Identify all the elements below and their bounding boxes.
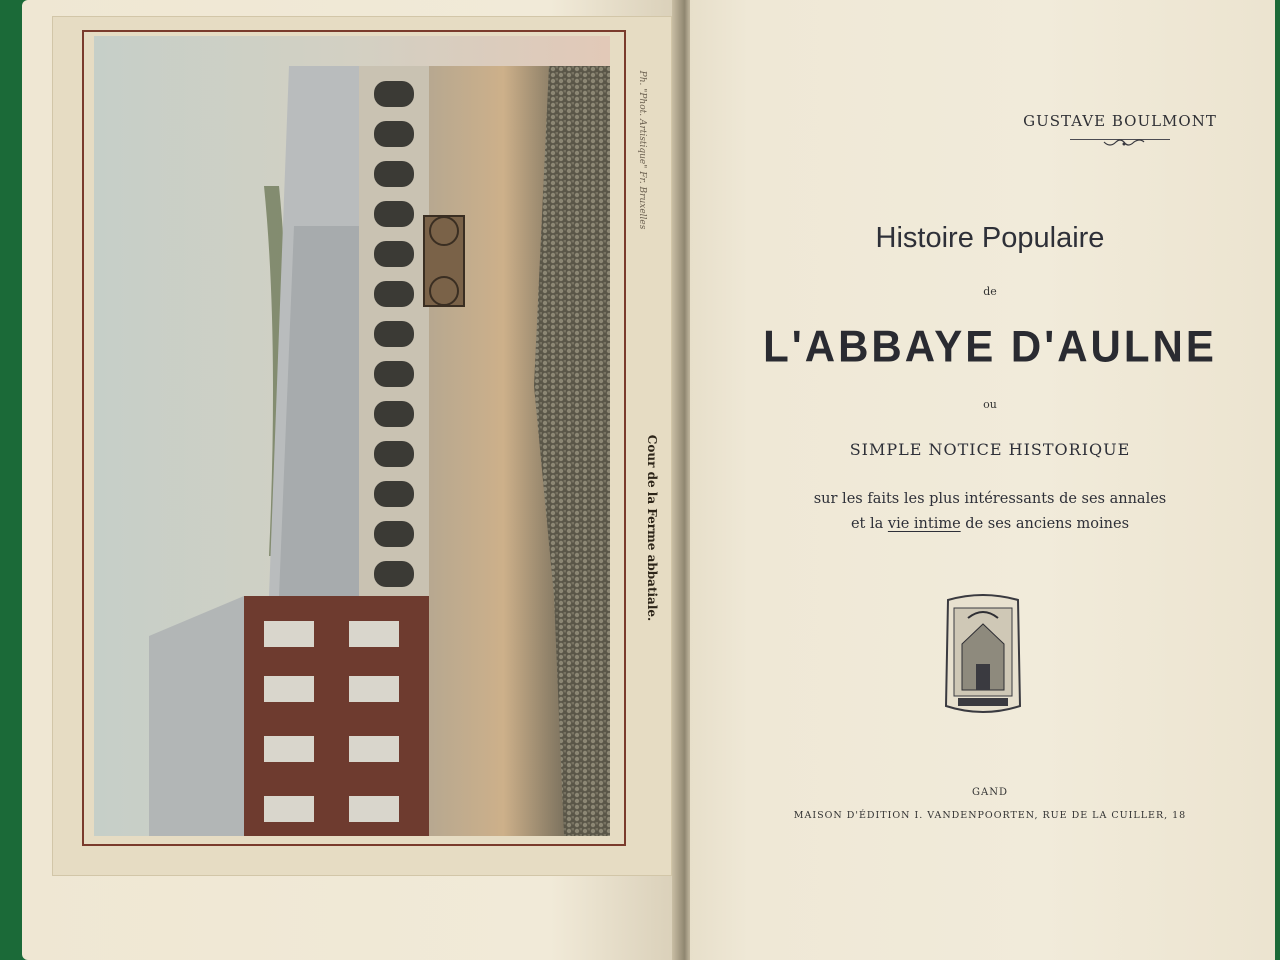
connector-ou: ou <box>983 398 997 411</box>
flourish-ornament-icon <box>1100 136 1148 150</box>
photographer-credit: Ph. "Phot. Artistique" Fr. Bruxelles <box>637 70 647 230</box>
description-line-2-part1: et la <box>850 516 884 532</box>
description-emphasis: vie intime <box>887 516 961 532</box>
plate-caption: Cour de la Ferme abbatiale. <box>645 434 659 622</box>
abbey-emblem-icon <box>940 594 1026 716</box>
title-line-1: Histoire Populaire <box>875 222 1105 254</box>
connector-de: de <box>983 285 997 298</box>
subtitle: SIMPLE NOTICE HISTORIQUE <box>849 440 1131 459</box>
author-name: GUSTAVE BOULMONT <box>1023 112 1217 130</box>
abbey-farm-courtyard-photo <box>94 36 610 836</box>
description-line-2 <box>690 516 1280 532</box>
main-title: L'ABBAYE D'AULNE <box>763 321 1217 372</box>
publisher-line: MAISON D'ÉDITION I. VANDENPOORTEN, RUE DE LA CUILLER, 18 <box>793 810 1187 821</box>
description-line-1: sur les faits les plus intéressants de ses annales <box>813 491 1167 507</box>
publication-place: GAND <box>972 787 1008 798</box>
description-line-2-part2: de ses anciens moines <box>965 516 1130 532</box>
